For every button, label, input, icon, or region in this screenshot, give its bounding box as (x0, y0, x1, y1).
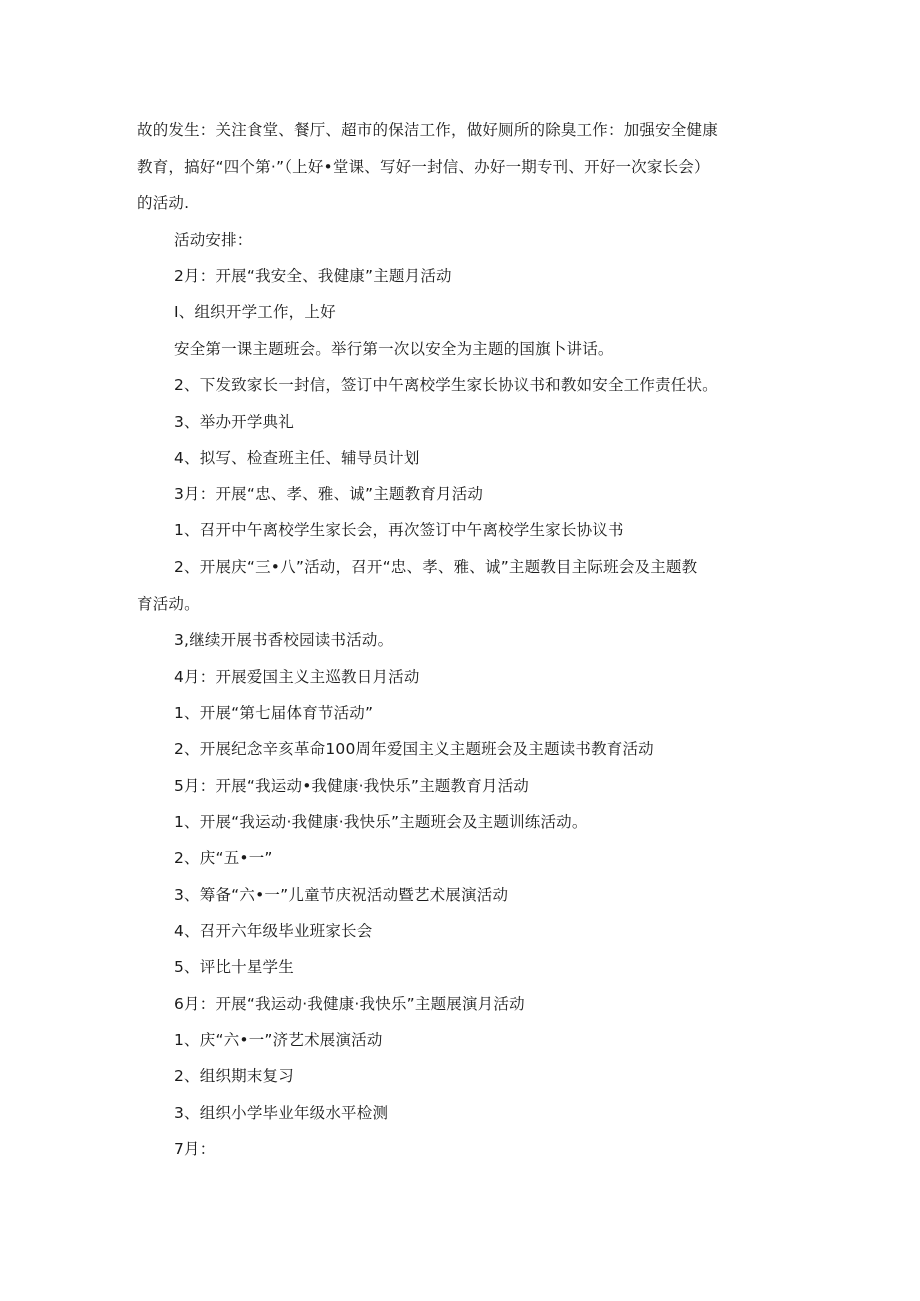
apr-item-2: 2、开展纪念辛亥革命100周年爱国主义主题班会及主题读书教育活动 (174, 740, 654, 758)
jun-title: 6月：开展“我运动·我健康·我快乐”主题展演月活动 (174, 995, 525, 1013)
arrangement-heading: 活动安排： (174, 231, 253, 249)
jun-item-2: 2、组织期末复习 (174, 1067, 294, 1085)
may-title: 5月：开展“我运动•我健康·我快乐”主题教育月活动 (174, 777, 529, 795)
feb-title: 2月：开展“我安全、我健康”主题月活动 (174, 267, 452, 285)
intro-line-1: 故的发生：关注食堂、餐厅、超市的保洁工作，做好厕所的除臭工作：加强安全健康 (137, 121, 718, 139)
feb-item-4: 4、拟写、检查班主任、辅导员计划 (174, 449, 420, 467)
feb-item-3: 3、举办开学典礼 (174, 413, 294, 431)
may-item-2: 2、庆“五•一” (174, 849, 273, 867)
jul-title: 7月： (174, 1140, 216, 1158)
feb-item-1a: I、组织开学工作，上好 (174, 303, 336, 321)
mar-item-1: 1、召开中午离校学生家长会，再次签订中午离校学生家长协议书 (174, 521, 624, 539)
may-item-1: 1、开展“我运动·我健康·我快乐”主题班会及主题训练活动。 (174, 813, 588, 831)
jun-item-3: 3、组织小学毕业年级水平检测 (174, 1104, 389, 1122)
mar-item-2b: 育活动。 (137, 595, 200, 613)
intro-line-3: 的活动. (137, 194, 190, 212)
intro-line-2: 教育，搞好“四个第·”（上好•堂课、写好一封信、办好一期专刊、开好一次家长会） (137, 158, 710, 176)
apr-item-1: 1、开展“第七届体育节活动” (174, 704, 374, 722)
mar-item-3: 3,继续开展书香校园读书活动。 (174, 631, 394, 649)
may-item-5: 5、评比十星学生 (174, 958, 294, 976)
feb-item-1b: 安全第一课主题班会。举行第一次以安全为主题的国旗卜讲话。 (174, 340, 614, 358)
apr-title: 4月：开展爱国主义主巡教日月活动 (174, 668, 420, 686)
mar-title: 3月：开展“忠、孝、雅、诚”主题教育月活动 (174, 485, 484, 503)
feb-item-2: 2、下发致家长一封信，签订中午离校学生家长协议书和教如安全工作责任状。 (174, 376, 718, 394)
jun-item-1: 1、庆“六•一”济艺术展演活动 (174, 1031, 383, 1049)
may-item-4: 4、召开六年级毕业班家长会 (174, 922, 373, 940)
may-item-3: 3、筹备“六•一”儿童节庆祝活动暨艺术展演活动 (174, 886, 509, 904)
mar-item-2a: 2、开展庆“三•八”活动，召开“忠、孝、雅、诚”主题教目主际班会及主题教 (174, 558, 698, 576)
